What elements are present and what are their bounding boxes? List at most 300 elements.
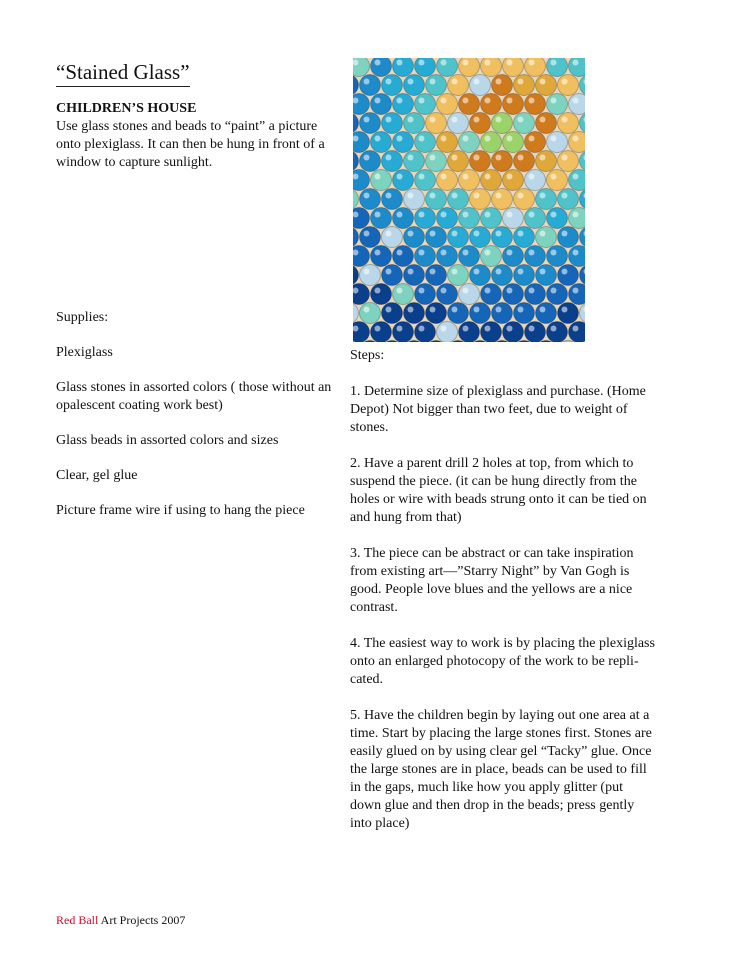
- stone-highlight: [375, 326, 381, 332]
- stone-highlight: [364, 117, 370, 123]
- stone-highlight: [408, 231, 414, 237]
- glass-stone: [437, 322, 458, 343]
- stone-highlight: [485, 288, 491, 294]
- stone-highlight: [408, 193, 414, 199]
- glass-stone: [547, 58, 568, 77]
- stone-highlight: [529, 212, 535, 218]
- glass-stone: [470, 265, 491, 286]
- stone-highlight: [474, 231, 480, 237]
- stone-highlight: [529, 288, 535, 294]
- glass-stone: [558, 189, 579, 210]
- glass-stone: [547, 322, 568, 343]
- stone-highlight: [474, 117, 480, 123]
- glass-stone: [382, 303, 403, 324]
- glass-stone: [503, 246, 524, 267]
- glass-stone: [459, 170, 480, 191]
- glass-stone: [393, 58, 414, 77]
- glass-stone: [481, 322, 502, 343]
- stone-highlight: [562, 193, 568, 199]
- glass-stone: [371, 246, 392, 267]
- glass-stone: [569, 208, 586, 229]
- glass-stone: [558, 303, 579, 324]
- glass-stone: [470, 151, 491, 172]
- stone-highlight: [463, 212, 469, 218]
- steps-heading: Steps:: [350, 348, 385, 363]
- stone-highlight: [397, 98, 403, 104]
- stone-highlight: [452, 231, 458, 237]
- glass-stone: [437, 94, 458, 115]
- glass-stone: [481, 94, 502, 115]
- glass-stone: [492, 265, 513, 286]
- stone-highlight: [452, 269, 458, 275]
- glass-stone: [437, 170, 458, 191]
- stone-highlight: [375, 250, 381, 256]
- glass-stone: [448, 189, 469, 210]
- glass-stone: [353, 170, 370, 191]
- glass-stone: [448, 265, 469, 286]
- stone-highlight: [397, 326, 403, 332]
- glass-stone: [569, 246, 586, 267]
- stone-highlight: [430, 79, 436, 85]
- stone-highlight: [518, 155, 524, 161]
- supplies-list: [56, 344, 341, 537]
- stone-highlight: [441, 174, 447, 180]
- stone-highlight: [430, 269, 436, 275]
- glass-stone: [459, 284, 480, 305]
- stone-highlight: [397, 174, 403, 180]
- stone-highlight: [441, 136, 447, 142]
- glass-stone: [503, 284, 524, 305]
- stone-highlight: [397, 250, 403, 256]
- stone-highlight: [419, 288, 425, 294]
- glass-stone: [503, 208, 524, 229]
- stone-highlight: [397, 288, 403, 294]
- glass-stone: [415, 208, 436, 229]
- stone-highlight: [573, 212, 579, 218]
- stone-highlight: [485, 174, 491, 180]
- glass-stone: [459, 58, 480, 77]
- glass-stone: [448, 303, 469, 324]
- glass-stone: [492, 227, 513, 248]
- glass-stone: [470, 227, 491, 248]
- glass-stone: [404, 189, 425, 210]
- stone-highlight: [562, 79, 568, 85]
- stone-highlight: [474, 269, 480, 275]
- stone-highlight: [474, 155, 480, 161]
- glass-stone: [360, 75, 381, 96]
- stone-highlight: [452, 79, 458, 85]
- glass-stone: [437, 208, 458, 229]
- glass-stone: [558, 227, 579, 248]
- glass-stone: [360, 189, 381, 210]
- glass-stone: [437, 246, 458, 267]
- stone-highlight: [397, 212, 403, 218]
- glass-stone: [536, 227, 557, 248]
- glass-stone: [481, 58, 502, 77]
- glass-stone: [426, 265, 447, 286]
- stone-highlight: [452, 193, 458, 199]
- glass-stone: [525, 246, 546, 267]
- stone-highlight: [430, 307, 436, 313]
- glass-stone: [536, 265, 557, 286]
- stone-highlight: [562, 269, 568, 275]
- glass-stone: [404, 113, 425, 134]
- stone-highlight: [507, 250, 513, 256]
- glass-stone: [481, 246, 502, 267]
- glass-stone: [536, 189, 557, 210]
- glass-stone: [525, 132, 546, 153]
- glass-stone: [382, 189, 403, 210]
- glass-stone: [437, 58, 458, 77]
- stone-highlight: [551, 136, 557, 142]
- stone-highlight: [419, 212, 425, 218]
- stone-highlight: [364, 307, 370, 313]
- intro-paragraph: Use glass stones and beads to “paint” a picture onto plexiglass. It can then be hung in front of a window to capture sunlight.: [56, 119, 325, 170]
- glass-stones-image: [353, 58, 585, 342]
- glass-stone: [415, 322, 436, 343]
- stone-highlight: [540, 269, 546, 275]
- stone-highlight: [364, 79, 370, 85]
- stone-highlight: [375, 136, 381, 142]
- stone-highlight: [386, 231, 392, 237]
- stone-highlight: [551, 60, 557, 66]
- glass-stone: [558, 265, 579, 286]
- glass-stone: [393, 170, 414, 191]
- supply-item: Clear, gel glue: [56, 468, 138, 483]
- stone-highlight: [562, 117, 568, 123]
- stone-highlight: [430, 193, 436, 199]
- step-item: 1. Determine size of plexiglass and purchase. (Home Depot) Not bigger than two feet, due to weight of stones.: [350, 384, 646, 435]
- glass-stone: [492, 75, 513, 96]
- stone-highlight: [386, 117, 392, 123]
- glass-stone: [415, 170, 436, 191]
- glass-stone: [514, 113, 535, 134]
- glass-stone: [569, 170, 586, 191]
- stone-highlight: [485, 212, 491, 218]
- stone-highlight: [419, 98, 425, 104]
- stone-highlight: [485, 136, 491, 142]
- glass-stone: [360, 113, 381, 134]
- stone-highlight: [485, 326, 491, 332]
- glass-stone: [404, 75, 425, 96]
- glass-stone: [492, 113, 513, 134]
- glass-stone: [371, 132, 392, 153]
- stone-highlight: [485, 98, 491, 104]
- stone-highlight: [562, 231, 568, 237]
- stone-highlight: [386, 269, 392, 275]
- glass-stone: [360, 303, 381, 324]
- glass-stone: [393, 208, 414, 229]
- glass-stone: [459, 94, 480, 115]
- stone-highlight: [496, 79, 502, 85]
- footer-text: Art Projects 2007: [98, 913, 186, 927]
- stone-highlight: [408, 307, 414, 313]
- footer-brand: Red Ball: [56, 913, 99, 927]
- glass-stone: [569, 132, 586, 153]
- stone-highlight: [573, 326, 579, 332]
- stone-highlight: [507, 60, 513, 66]
- supply-item: Picture frame wire if using to hang the piece: [56, 503, 305, 518]
- stone-highlight: [496, 117, 502, 123]
- stone-highlight: [562, 155, 568, 161]
- glass-stone: [353, 94, 370, 115]
- glass-stone: [547, 246, 568, 267]
- stone-highlight: [474, 193, 480, 199]
- glass-stone: [547, 170, 568, 191]
- stone-highlight: [386, 79, 392, 85]
- stone-highlight: [386, 307, 392, 313]
- stone-highlight: [397, 60, 403, 66]
- glass-stone: [481, 132, 502, 153]
- glass-stone: [393, 132, 414, 153]
- stone-highlight: [518, 231, 524, 237]
- supply-item: Plexiglass: [56, 345, 113, 360]
- stone-highlight: [562, 307, 568, 313]
- glass-stone: [353, 246, 370, 267]
- stone-highlight: [573, 60, 579, 66]
- glass-stone: [558, 113, 579, 134]
- stone-highlight: [529, 98, 535, 104]
- stone-highlight: [485, 60, 491, 66]
- supplies-heading: Supplies:: [56, 310, 109, 325]
- glass-stone: [353, 132, 370, 153]
- footer: [56, 912, 185, 928]
- step-item: 3. The piece can be abstract or can take inspiration from existing art—”Starry Night” by Van Gogh is good. People love blues and the yellows are a nice contrast.: [350, 546, 634, 615]
- glass-stone: [525, 322, 546, 343]
- glass-stone: [514, 151, 535, 172]
- stone-highlight: [518, 117, 524, 123]
- glass-stone: [492, 151, 513, 172]
- step-item: 5. Have the children begin by laying out one area at a time. Start by placing the large stones first. Stones are easily glued on by using clear gel “Tacky” glue. Once the large stones are in place, beads can be used to fill in the gaps, much like how you apply glitter (put down glue and then drop in the beads; press gently into place): [350, 708, 652, 831]
- stone-highlight: [507, 212, 513, 218]
- step-item: 4. The easiest way to work is by placing the plexiglass onto an enlarged photocopy of the work to be repli-cated.: [350, 636, 655, 687]
- glass-stone: [426, 75, 447, 96]
- stone-highlight: [518, 79, 524, 85]
- stone-highlight: [540, 117, 546, 123]
- glass-stone: [503, 94, 524, 115]
- glass-stone: [437, 132, 458, 153]
- glass-stone: [536, 303, 557, 324]
- stone-highlight: [419, 250, 425, 256]
- glass-stone: [415, 94, 436, 115]
- glass-stone: [393, 94, 414, 115]
- stone-highlight: [573, 174, 579, 180]
- glass-stone: [353, 322, 370, 343]
- glass-stone: [382, 151, 403, 172]
- glass-stone: [371, 284, 392, 305]
- glass-stone: [393, 284, 414, 305]
- stone-highlight: [573, 98, 579, 104]
- glass-stone: [459, 132, 480, 153]
- glass-stone: [481, 170, 502, 191]
- glass-stone: [404, 265, 425, 286]
- glass-stone: [569, 284, 586, 305]
- glass-stone: [503, 58, 524, 77]
- glass-stone: [569, 322, 586, 343]
- stone-highlight: [463, 136, 469, 142]
- stone-highlight: [419, 60, 425, 66]
- stone-highlight: [375, 98, 381, 104]
- glass-stone: [525, 170, 546, 191]
- stone-highlight: [507, 288, 513, 294]
- stone-highlight: [375, 288, 381, 294]
- stone-highlight: [408, 79, 414, 85]
- glass-stone: [481, 208, 502, 229]
- glass-stone: [514, 227, 535, 248]
- stone-highlight: [485, 250, 491, 256]
- glass-stone: [459, 208, 480, 229]
- glass-stone: [492, 303, 513, 324]
- stone-highlight: [419, 326, 425, 332]
- stone-highlight: [463, 326, 469, 332]
- glass-stone: [536, 75, 557, 96]
- stone-highlight: [518, 307, 524, 313]
- stone-highlight: [573, 288, 579, 294]
- glass-stone: [558, 75, 579, 96]
- glass-stone: [415, 58, 436, 77]
- glass-stone: [437, 284, 458, 305]
- glass-stone: [459, 322, 480, 343]
- stone-highlight: [540, 231, 546, 237]
- glass-stone: [426, 227, 447, 248]
- stone-highlight: [375, 174, 381, 180]
- stone-highlight: [551, 174, 557, 180]
- glass-stone: [393, 322, 414, 343]
- stone-highlight: [441, 212, 447, 218]
- stone-highlight: [430, 117, 436, 123]
- stone-highlight: [507, 136, 513, 142]
- glass-stone: [470, 113, 491, 134]
- stone-highlight: [529, 136, 535, 142]
- glass-stone: [459, 246, 480, 267]
- glass-stone: [404, 151, 425, 172]
- glass-stone: [360, 151, 381, 172]
- stone-highlight: [375, 212, 381, 218]
- glass-stone: [382, 265, 403, 286]
- glass-stone: [360, 227, 381, 248]
- glass-stone: [382, 113, 403, 134]
- stone-highlight: [496, 193, 502, 199]
- stone-highlight: [463, 250, 469, 256]
- stone-highlight: [518, 269, 524, 275]
- glass-stone: [426, 151, 447, 172]
- glass-stone: [514, 189, 535, 210]
- glass-stone: [448, 113, 469, 134]
- steps-list: [350, 383, 655, 851]
- glass-stone: [536, 151, 557, 172]
- glass-stone: [426, 113, 447, 134]
- stone-highlight: [529, 250, 535, 256]
- step-item: 2. Have a parent drill 2 holes at top, from which to suspend the piece. (it can be hung directly from the holes or wire with beads strung onto it can be tied on and hung from that): [350, 456, 647, 525]
- glass-stone: [547, 208, 568, 229]
- stone-highlight: [441, 98, 447, 104]
- stone-highlight: [540, 79, 546, 85]
- glass-stone: [481, 284, 502, 305]
- glass-stone: [415, 284, 436, 305]
- stone-highlight: [518, 193, 524, 199]
- stone-highlight: [474, 307, 480, 313]
- glass-stone: [371, 208, 392, 229]
- stone-highlight: [386, 155, 392, 161]
- stone-highlight: [529, 60, 535, 66]
- glass-stone: [360, 265, 381, 286]
- glass-stone: [514, 303, 535, 324]
- glass-stone: [503, 132, 524, 153]
- stone-highlight: [397, 136, 403, 142]
- stone-highlight: [551, 288, 557, 294]
- glass-stone: [353, 208, 370, 229]
- glass-stone: [426, 189, 447, 210]
- stone-highlight: [364, 269, 370, 275]
- stone-highlight: [529, 174, 535, 180]
- stone-highlight: [452, 307, 458, 313]
- glass-stone: [470, 189, 491, 210]
- glass-stone: [536, 113, 557, 134]
- stone-highlight: [529, 326, 535, 332]
- section-subtitle: CHILDREN’S HOUSE: [56, 101, 197, 116]
- glass-stone: [426, 303, 447, 324]
- stone-highlight: [430, 155, 436, 161]
- stone-highlight: [573, 136, 579, 142]
- stone-highlight: [507, 326, 513, 332]
- glass-stone: [404, 303, 425, 324]
- page-title: “Stained Glass”: [56, 58, 190, 87]
- stone-highlight: [463, 288, 469, 294]
- glass-stone: [415, 132, 436, 153]
- glass-stone: [547, 94, 568, 115]
- glass-stone: [514, 265, 535, 286]
- stone-highlight: [419, 136, 425, 142]
- stone-highlight: [573, 250, 579, 256]
- glass-stone: [382, 227, 403, 248]
- glass-stone: [382, 75, 403, 96]
- glass-stone: [371, 94, 392, 115]
- glass-stone: [525, 284, 546, 305]
- stone-highlight: [375, 60, 381, 66]
- glass-stone: [503, 322, 524, 343]
- stone-highlight: [419, 174, 425, 180]
- stone-highlight: [430, 231, 436, 237]
- stone-highlight: [551, 98, 557, 104]
- stone-highlight: [463, 174, 469, 180]
- stone-highlight: [540, 155, 546, 161]
- glass-stone: [371, 322, 392, 343]
- stone-highlight: [441, 326, 447, 332]
- glass-stone: [448, 75, 469, 96]
- glass-stone: [547, 132, 568, 153]
- glass-stone: [547, 284, 568, 305]
- stone-highlight: [463, 60, 469, 66]
- glass-stone: [569, 94, 586, 115]
- stone-highlight: [540, 307, 546, 313]
- stone-highlight: [364, 155, 370, 161]
- glass-stone: [470, 75, 491, 96]
- glass-stone: [470, 303, 491, 324]
- stone-highlight: [386, 193, 392, 199]
- glass-stone: [514, 75, 535, 96]
- stone-highlight: [540, 193, 546, 199]
- glass-stone: [448, 151, 469, 172]
- stone-highlight: [551, 212, 557, 218]
- glass-stone: [492, 189, 513, 210]
- stone-highlight: [496, 155, 502, 161]
- stone-highlight: [551, 250, 557, 256]
- glass-stone: [404, 227, 425, 248]
- glass-stone: [371, 58, 392, 77]
- stone-highlight: [441, 288, 447, 294]
- glass-stone: [393, 246, 414, 267]
- stone-highlight: [364, 231, 370, 237]
